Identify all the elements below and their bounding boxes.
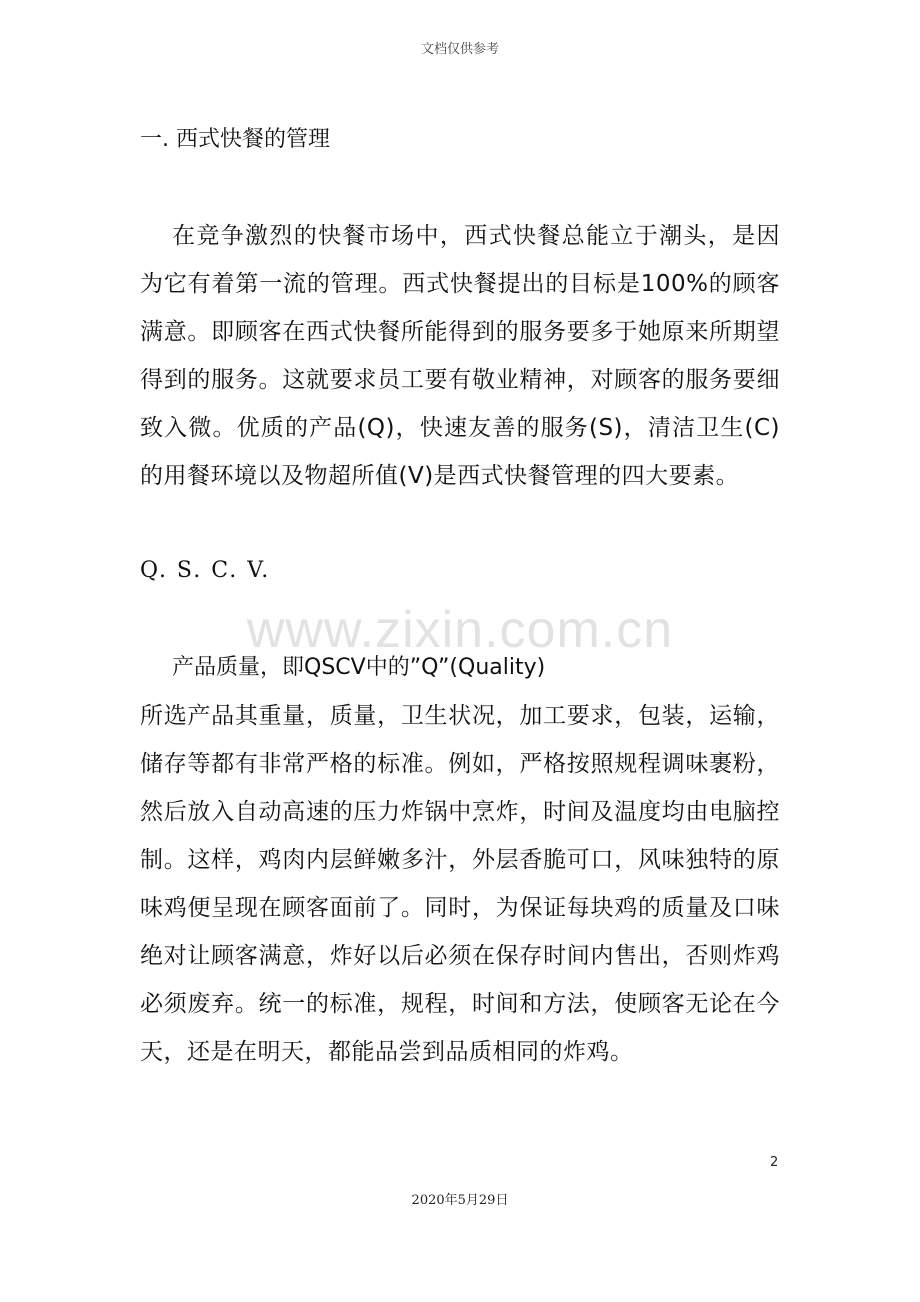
quality-paragraph: 所选产品其重量，质量，卫生状况，加工要求，包装，运输，储存等都有非常严格的标准。例如，严格按照规程调味裹粉，然后放入自动高速的压力炸锅中烹炸，时间及温度均由电脑控制。这样，鸡肉内层鲜嫩多汁，外层香脆可口，风味独特的原味鸡便呈现在顾客面前了。同时，为保证每块鸡的质量及口味绝对让顾客满意，炸好以后必须在保存时间内售出，否则炸鸡必须废弃。统一的标准，规程，时间和方法，使顾客无论在今天，还是在明天，都能品尝到品质相同的炸鸡。 bbox=[140, 703, 780, 1065]
page-number: 2 bbox=[770, 1155, 779, 1170]
qscv-line: Q. S. C. V. bbox=[140, 558, 271, 583]
section-title: 一. 西式快餐的管理 bbox=[140, 127, 330, 152]
header-note: 文档仅供参考 bbox=[420, 42, 499, 57]
quality-heading: 产品质量，即QSCV中的”Q”(Quality) bbox=[172, 655, 546, 680]
quality-block bbox=[140, 692, 780, 1076]
watermark: www.zixin.com.cn bbox=[246, 601, 674, 659]
footer-date: 2020年5月29日 bbox=[411, 1193, 509, 1208]
intro-paragraph: 在竞争激烈的快餐市场中，西式快餐总能立于潮头，是因为它有着第一流的管理。西式快餐提出的目标是100%的顾客满意。即顾客在西式快餐所能得到的服务要多于她原来所期望得到的服务。这就要求员工要有敬业精神，对顾客的服务要细致入微。优质的产品(Q)，快速友善的服务(S)，清洁卫生(C)的用餐环境以及物超所值(V)是西式快餐管理的四大要素。 bbox=[140, 223, 780, 489]
intro-block bbox=[140, 212, 780, 500]
